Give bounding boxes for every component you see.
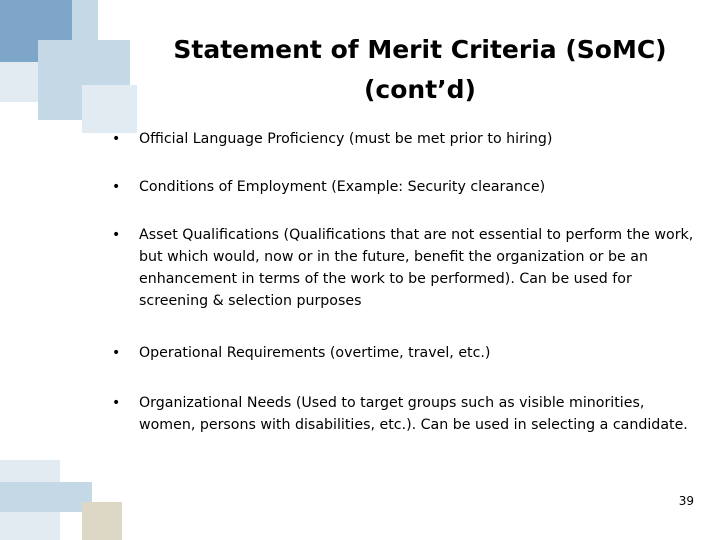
bullet-text: Operational Requirements (overtime, travel, etc.) — [139, 345, 491, 361]
bullet-item — [112, 128, 702, 150]
slide-title-line-2: (cont’d) — [364, 75, 476, 104]
bullet-text: Organizational Needs (Used to target groups such as visible minorities, women, persons with disabilities, etc.). Can be used in selecting a candidate. — [139, 395, 688, 433]
slide-title — [130, 30, 710, 110]
bullet-icon: • — [112, 395, 121, 411]
bullet-list — [112, 128, 702, 436]
bullet-icon: • — [112, 179, 121, 195]
bullet-item — [112, 342, 702, 364]
bullet-text: Asset Qualifications (Qualifications that are not essential to perform the work, but which would, now or in the future, benefit the organization or be an enhancement in terms of the work to be performed). Can be used for screening & selection purposes — [139, 227, 694, 309]
bullet-icon: • — [112, 345, 121, 361]
bullet-text: Conditions of Employment (Example: Security clearance) — [139, 179, 546, 195]
decor-block-light-top — [72, 0, 98, 40]
bullet-text: Official Language Proficiency (must be met prior to hiring) — [139, 131, 553, 147]
bullet-item — [112, 392, 702, 436]
decor-block-pale-mid — [82, 85, 137, 133]
slide-title-line-1: Statement of Merit Criteria (SoMC) — [173, 35, 667, 64]
bullet-item — [112, 176, 702, 198]
bullet-icon: • — [112, 131, 121, 147]
bullet-icon: • — [112, 227, 121, 243]
decor-block-light-bottom — [0, 482, 92, 512]
page-number: 39 — [678, 494, 694, 508]
decor-block-pale-left — [0, 62, 38, 102]
bullet-item — [112, 224, 702, 312]
decor-block-tan-bottom — [82, 502, 122, 540]
